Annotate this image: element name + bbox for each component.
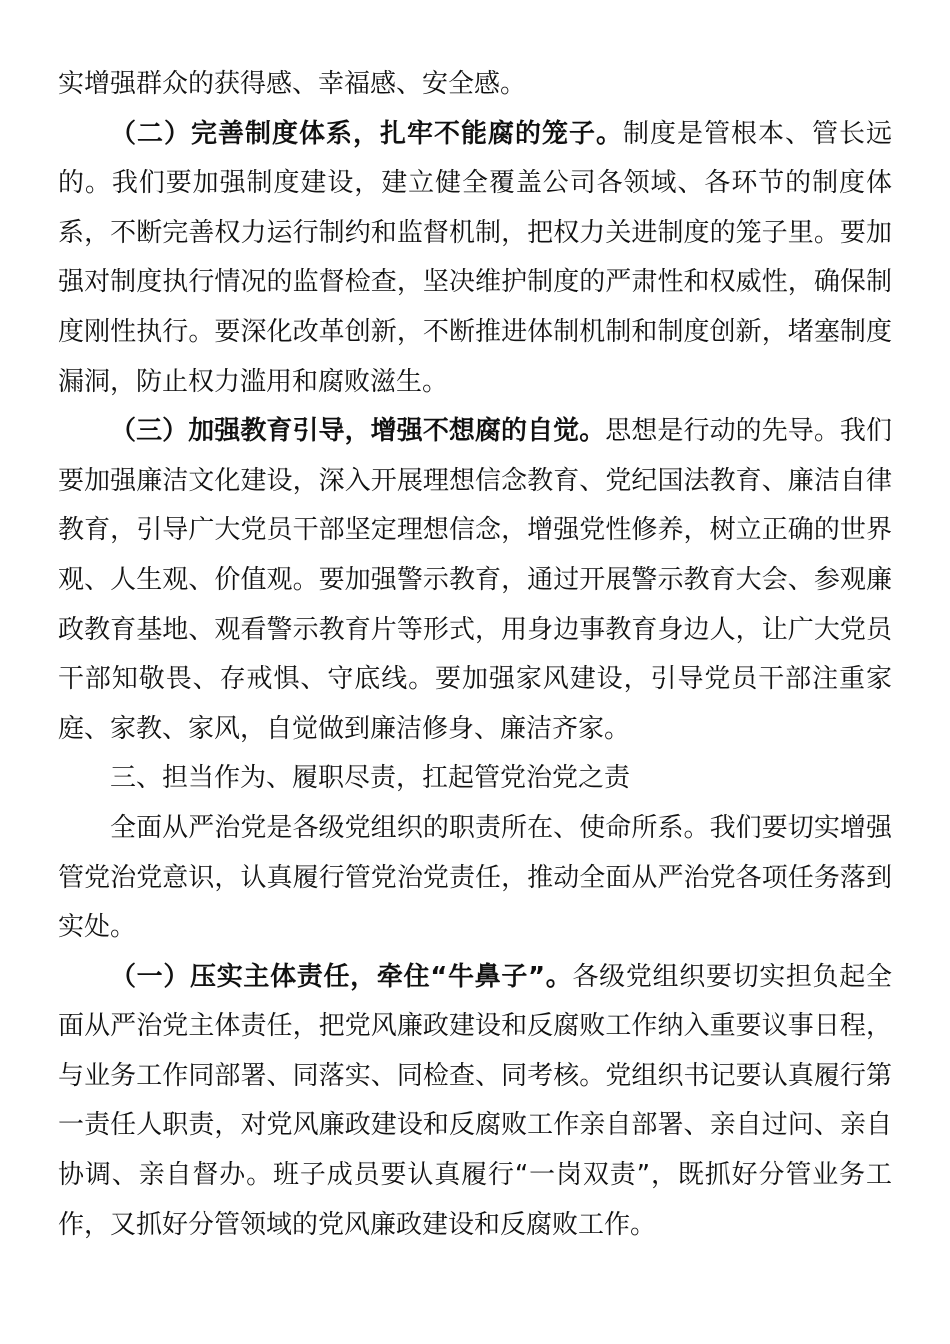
paragraph-text: 全面从严治党是各级党组织的职责所在、使命所系。我们要切实增强管党治党意识，认真履行管党治党责任，推动全面从严治党各项任务落到实处。 [58,812,892,943]
paragraph-text: 各级党组织要切实担负起全面从严治党主体责任，把党风廉政建设和反腐败工作纳入重要议事日程，与业务工作同部署、同落实、同检查、同考核。党组织书记要认真履行第一责任人职责，对党风廉政建设和反腐败工作亲自部署、亲自过问、亲自协调、亲自督办。班子成员要认真履行“一岗双责”，既抓好分管业务工作，又抓好分管领域的党风廉政建设和反腐败工作。 [58,961,892,1240]
document-page [58,60,892,1250]
section-heading: （二）完善制度体系，扎牢不能腐的笼子。 [110,118,623,149]
paragraph-subsection-1 [58,953,892,1251]
chapter-heading [58,754,892,804]
paragraph-text: 制度是管根本、管长远的。我们要加强制度建设，建立健全覆盖公司各领域、各环节的制度体系，不断完善权力运行制约和监督机制，把权力关进制度的笼子里。要加强对制度执行情况的监督检查，坚决维护制度的严肃性和权威性，确保制度刚性执行。要深化改革创新，不断推进体制机制和制度创新，堵塞制度漏洞，防止权力滥用和腐败滋生。 [58,118,892,397]
section-heading: （三）加强教育引导，增强不想腐的自觉。 [110,416,606,447]
paragraph-continuation [58,60,892,110]
section-heading: （一）压实主体责任，牵住“牛鼻子”。 [110,961,573,992]
paragraph-intro [58,804,892,953]
paragraph-section-2 [58,110,892,408]
paragraph-text: 思想是行动的先导。我们要加强廉洁文化建设，深入开展理想信念教育、党纪国法教育、廉洁自律教育，引导广大党员干部坚定理想信念，增强党性修养，树立正确的世界观、人生观、价值观。要加强警示教育，通过开展警示教育大会、参观廉政教育基地、观看警示教育片等形式，用身边事教育身边人，让广大党员干部知敬畏、存戒惧、守底线。要加强家风建设，引导党员干部注重家庭、家教、家风，自觉做到廉洁修身、廉洁齐家。 [58,416,892,744]
paragraph-section-3 [58,407,892,754]
paragraph-text: 实增强群众的获得感、幸福感、安全感。 [58,69,527,99]
chapter-heading-text: 三、担当作为、履职尽责，扛起管党治党之责 [110,763,631,794]
